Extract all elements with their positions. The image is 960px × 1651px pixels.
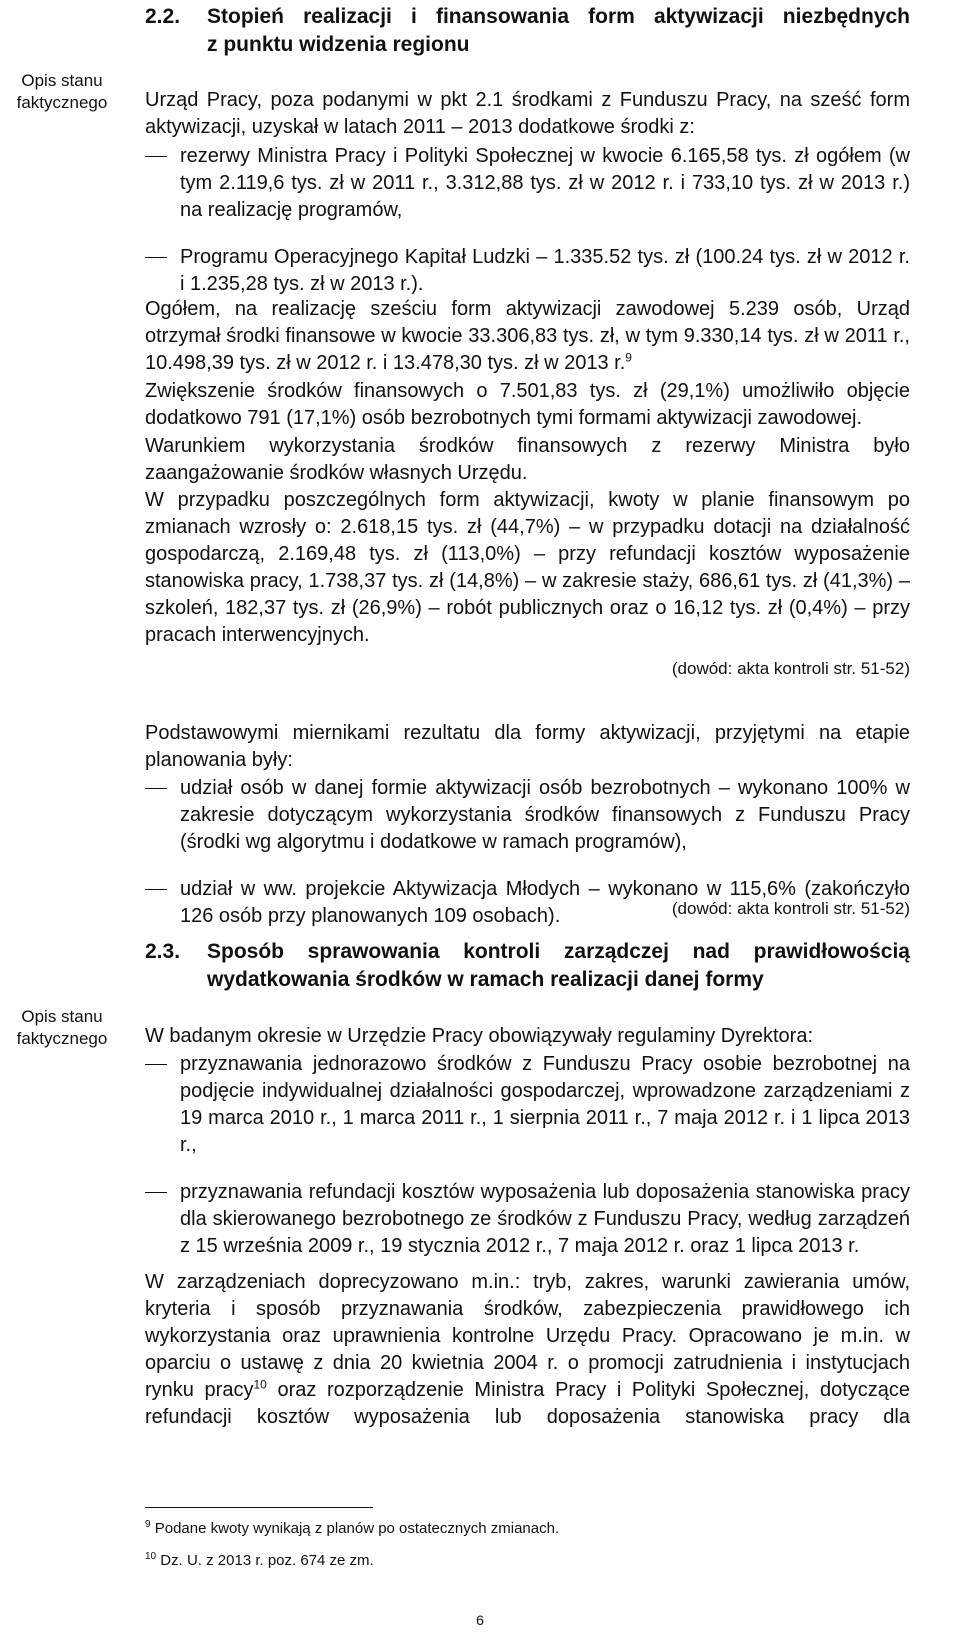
dash-bullet-icon bbox=[145, 257, 167, 258]
list-item-text: przyznawania refundacji kosztów wyposażenia lub doposażenia stanowiska pracy dla skierowanego bezrobotnego ze środków z Funduszu Pracy, według zarządzeń z 15 września 2009 r., 19 stycznia 2012 r., 7 maja 2012 r. oraz 1 lipca 2013 r. bbox=[180, 1181, 910, 1257]
list-item bbox=[145, 1179, 910, 1260]
evidence-note: (dowód: akta kontroli str. 51-52) bbox=[671, 659, 910, 678]
section-title-line2: wydatkowania środków w ramach realizacji danej formy bbox=[207, 968, 764, 991]
section-title-line1: Sposób sprawowania kontroli zarządczej nad prawidłowością bbox=[207, 940, 910, 963]
paragraph-text: Ogółem, na realizację sześciu form aktywizacji zawodowej 5.239 osób, Urząd otrzymał środki finansowe w kwocie 33.306,83 tys. zł, w tym 9.330,14 tys. zł w 2011 r., 10.498,39 tys. zł w 2012 r. i 13.478,30 tys. zł w 2013 r.$^9$ bbox=[145, 298, 910, 374]
margin-label-facts-second: Opis stanu faktycznego bbox=[16, 1007, 108, 1048]
section-number: 2.3. bbox=[145, 940, 181, 963]
section-heading-2-2 bbox=[145, 3, 910, 59]
dash-bullet-icon bbox=[145, 889, 167, 890]
list-item bbox=[145, 1051, 910, 1159]
paragraph-text: Warunkiem wykorzystania środków finansowych z rezerwy Ministra było zaangażowanie środków własnych Urzędu. bbox=[145, 435, 910, 484]
list-item-text: udział osób w danej formie aktywizacji osób bezrobotnych – wykonano 100% w zakresie dotyczącym wykorzystania środków finansowych z Funduszu Pracy (środki wg algorytmu i dodatkowe w ramach programów), bbox=[180, 777, 910, 853]
list-item bbox=[145, 775, 910, 856]
list-item-text: przyznawania jednorazowo środków z Funduszu Pracy osobie bezrobotnej na podjęcie indywidualnej działalności gospodarczej, wprowadzone zarządzeniami z 19 marca 2010 r., 1 marca 2011 r., 1 sierpnia 2011 r., 7 maja 2012 r. i 1 lipca 2013 r., bbox=[180, 1053, 910, 1156]
paragraph-orders bbox=[145, 1249, 910, 1451]
evidence-note: (dowód: akta kontroli str. 51-52) bbox=[671, 899, 910, 918]
footnote-mark: 9 bbox=[145, 1519, 151, 1530]
paragraph-text: Urząd Pracy, poza podanymi w pkt 2.1 środkami z Funduszu Pracy, na sześć form aktywizacji, uzyskał w latach 2011 – 2013 dodatkowe środki z: bbox=[145, 89, 910, 138]
paragraph-text: W przypadku poszczególnych form aktywizacji, kwoty w planie finansowym po zmianach wzrosły o: 2.618,15 tys. zł (44,7%) – w przypadku dotacji na działalność gospodarczą, 2.169,48 tys. zł (113,0%) – przy refundacji kosztów wyposażenie stanowiska pracy, 1.738,37 tys. zł (14,8%) – w zakresie staży, 686,61 tys. zł (41,3%) – szkoleń, 182,37 tys. zł (26,9%) – robót publicznych oraz o 16,12 tys. zł (0,4%) – przy pracach interwencyjnych. bbox=[145, 489, 910, 646]
section-heading-2-3 bbox=[145, 938, 910, 994]
footnote-ref: 9 bbox=[625, 350, 632, 365]
dash-bullet-icon bbox=[145, 1192, 167, 1193]
list-item-text: udział w ww. projekcie Aktywizacja Młodych – wykonano w 115,6% (zakończyło 126 osób przy planowanych 109 osobach). bbox=[180, 878, 910, 927]
paragraph-text: W zarządzeniach doprecyzowano m.in.: tryb, zakres, warunki zawierania umów, kryteria i sposób przyznawania środków, zabezpieczenia prawidłowego ich wykorzystania oraz uprawnienia kontrolne Urzędu Pracy. Opracowano je m.in. w oparciu o ustawę z dnia 20 kwietnia 2004 r. o promocji zatrudnienia i instytucjach rynku pracy$^{10}$ oraz rozporządzenie Ministra Pracy i Polityki Społecznej, dotyczące refundacji kosztów wyposażenia lub doposażenia stanowiska pracy dla bbox=[145, 1271, 911, 1428]
footnote-mark: 10 bbox=[145, 1551, 157, 1562]
footnotes bbox=[145, 1519, 910, 1571]
footnote-ref: 10 bbox=[253, 1377, 267, 1392]
footnote-text: Dz. U. z 2013 r. poz. 674 ze zm. bbox=[160, 1552, 374, 1569]
section-title-line1: Stopień realizacji i finansowania form aktywizacji niezbędnych bbox=[207, 5, 910, 28]
footnote-item bbox=[145, 1551, 910, 1571]
page-number: 6 bbox=[476, 1612, 484, 1628]
section-title-line2: z punktu widzenia regionu bbox=[207, 33, 470, 56]
paragraph-forms bbox=[145, 467, 910, 669]
margin-label-facts: Opis stanu faktycznego bbox=[16, 71, 108, 112]
paragraph-text: W badanym okresie w Urzędzie Pracy obowiązywały regulaminy Dyrektora: bbox=[145, 1025, 814, 1047]
paragraph-text: Podstawowymi miernikami rezultatu dla formy aktywizacji, przyjętymi na etapie planowania były: bbox=[145, 722, 910, 771]
dash-bullet-icon bbox=[145, 788, 167, 789]
footnote-text: Podane kwoty wynikają z planów po ostatecznych zmianach. bbox=[154, 1520, 560, 1537]
list-item bbox=[145, 143, 910, 224]
dash-bullet-icon bbox=[145, 1064, 167, 1065]
footnote-divider bbox=[145, 1507, 373, 1508]
paragraph-text: Zwiększenie środków finansowych o 7.501,83 tys. zł (29,1%) umożliwiło objęcie dodatkowo 791 (17,1%) osób bezrobotnych tymi formami aktywizacji zawodowej. bbox=[145, 380, 910, 429]
section-number: 2.2. bbox=[145, 5, 181, 28]
list-item-text: Programu Operacyjnego Kapitał Ludzki – 1.335.52 tys. zł (100.24 tys. zł w 2012 r. i 1.235,28 tys. zł w 2013 r.). bbox=[180, 246, 910, 295]
bullet-list-regulations bbox=[145, 1031, 910, 1280]
list-item-text: rezerwy Ministra Pracy i Polityki Społecznej w kwocie 6.165,58 tys. zł ogółem (w tym 2.119,6 tys. zł w 2011 r., 3.312,88 tys. zł w 2012 r. i 733,10 tys. zł w 2013 r.) na realizację programów, bbox=[180, 145, 910, 221]
dash-bullet-icon bbox=[145, 156, 167, 157]
footnote-item bbox=[145, 1519, 910, 1539]
